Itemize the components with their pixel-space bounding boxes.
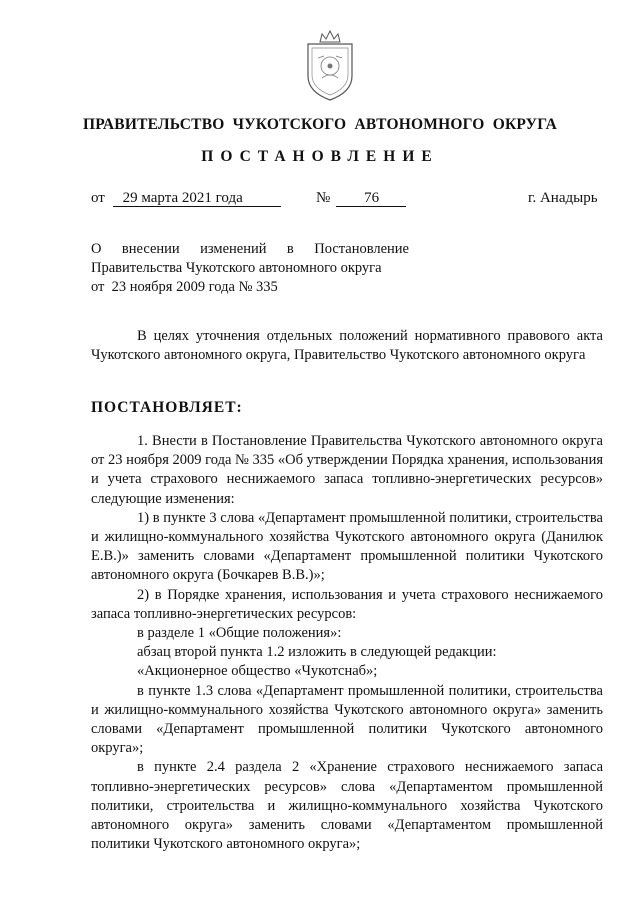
document-subject <box>91 240 409 297</box>
paragraph: 2) в Порядке хранения, использования и учета страхового неснижаемого запаса топливно-энергетических ресурсов: <box>91 586 603 622</box>
subject-line: Правительства Чукотского автономного округа <box>91 260 382 276</box>
paragraph: в разделе 1 «Общие положения»: <box>137 625 342 642</box>
paragraph: абзац второй пункта 1.2 изложить в следующей редакции: <box>137 644 497 661</box>
date-prefix: от <box>91 190 105 206</box>
document-city: г. Анадырь <box>528 190 598 206</box>
document-number: 76 <box>336 191 406 207</box>
paragraph: в пункте 2.4 раздела 2 «Хранение страхового неснижаемого запаса топливно-энергетических ресурсов» слова «Департаментом промышленной политики, строительства и жилищно-коммунального хозяйства Чукотского автономного округа» заменить словами «Департаментом промышленной политики Чукотского автономного округа»; <box>91 759 603 853</box>
document-type-title: ПОСТАНОВЛЕНИЕ <box>201 148 439 165</box>
paragraph: «Акционерное общество «Чукотснаб»; <box>137 663 378 680</box>
date-block <box>91 190 281 207</box>
paragraph: 1. Внести в Постановление Правительства Чукотского автономного округа от 23 ноября 2009 года № 335 «Об утверждении Порядка хранения, использования и учета страхового неснижаемого запаса топливно-энергетических ресурсов» следующие изменения: <box>91 433 603 507</box>
resolves-heading: ПОСТАНОВЛЯЕТ: <box>91 399 243 416</box>
document-body <box>91 432 603 854</box>
number-block <box>316 190 406 207</box>
subject-line: от 23 ноября 2009 года № 335 <box>91 279 278 295</box>
coat-of-arms-icon <box>302 26 358 104</box>
paragraph: 1) в пункте 3 слова «Департамент промышленной политики, строительства и жилищно-коммунального хозяйства Чукотского автономного округа (Данилюк Е.В.)» заменить словами «Департамент промышленной политики Чукотского автономного округа (Бочкарев В.В.)»; <box>91 509 603 584</box>
preamble <box>91 327 603 365</box>
organization-title: ПРАВИТЕЛЬСТВО ЧУКОТСКОГО АВТОНОМНОГО ОКРУГА <box>82 116 558 133</box>
subject-line: О внесении изменений в Постановление <box>91 241 409 257</box>
number-prefix: № <box>316 190 331 206</box>
document-date: 29 марта 2021 года <box>113 191 281 207</box>
paragraph: в пункте 1.3 слова «Департамент промышленной политики, строительства и жилищно-коммунального хозяйства Чукотского автономного округа» заменить словами «Департамент промышленной политики Чукотского автономного округа»; <box>91 682 603 757</box>
preamble-text: В целях уточнения отдельных положений нормативного правового акта Чукотского автономного округа, Правительство Чукотского автономного округа <box>91 328 603 364</box>
